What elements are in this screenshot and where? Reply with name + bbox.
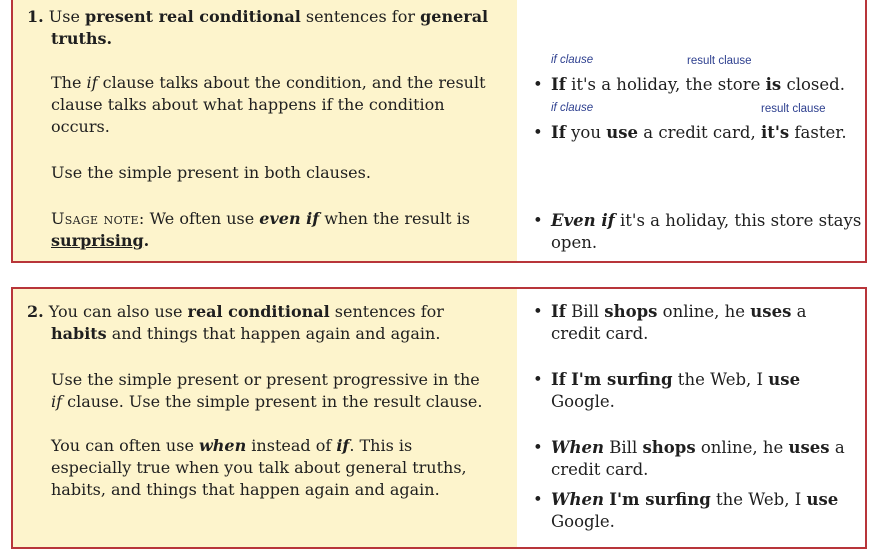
usage-note: Usage note: We often use even if when the result is surprising. [51, 209, 470, 250]
rule-1-heading-cont: truths. [51, 29, 113, 48]
if-clause-tag: if clause [551, 102, 594, 114]
example-1-3: • Even if it's a holiday, this store stays open. [533, 211, 862, 252]
rule-2-heading: 2. You can also use real conditional sentences for habits and things that happen again and again. [27, 302, 444, 343]
rule-1-explanation-1: The if clause talks about the condition, and the result clause talks about what happens if the condition occurs. [51, 73, 486, 136]
example-1-1: • If it's a holiday, the store is closed. [533, 75, 845, 94]
if-clause-tag: if clause [551, 54, 594, 66]
result-clause-tag: result clause [761, 103, 826, 115]
rule-2-explanation-1: Use the simple present or present progressive in the if clause. Use the simple present in the result clause. [51, 370, 483, 411]
example-2-3: • When Bill shops online, he uses a credit card. [533, 438, 845, 479]
grammar-box-2 [11, 287, 867, 549]
example-2-2: • If I'm surfing the Web, I use Google. [533, 370, 801, 411]
example-1-2: • If you use a credit card, it's faster. [533, 123, 847, 142]
rule-2-explanation-2: You can often use when instead of if. This is especially true when you talk about general truths, habits, and things that happen again and again. [51, 436, 467, 499]
grammar-box-1 [11, 0, 867, 263]
rule-1-explanation-2: Use the simple present in both clauses. [51, 163, 371, 182]
example-2-1: • If Bill shops online, he uses a credit card. [533, 302, 807, 343]
rule-1-heading: 1. Use present real conditional sentences for general [27, 7, 489, 26]
example-2-4: • When I'm surfing the Web, I use Google. [533, 490, 839, 531]
result-clause-tag: result clause [687, 55, 752, 67]
